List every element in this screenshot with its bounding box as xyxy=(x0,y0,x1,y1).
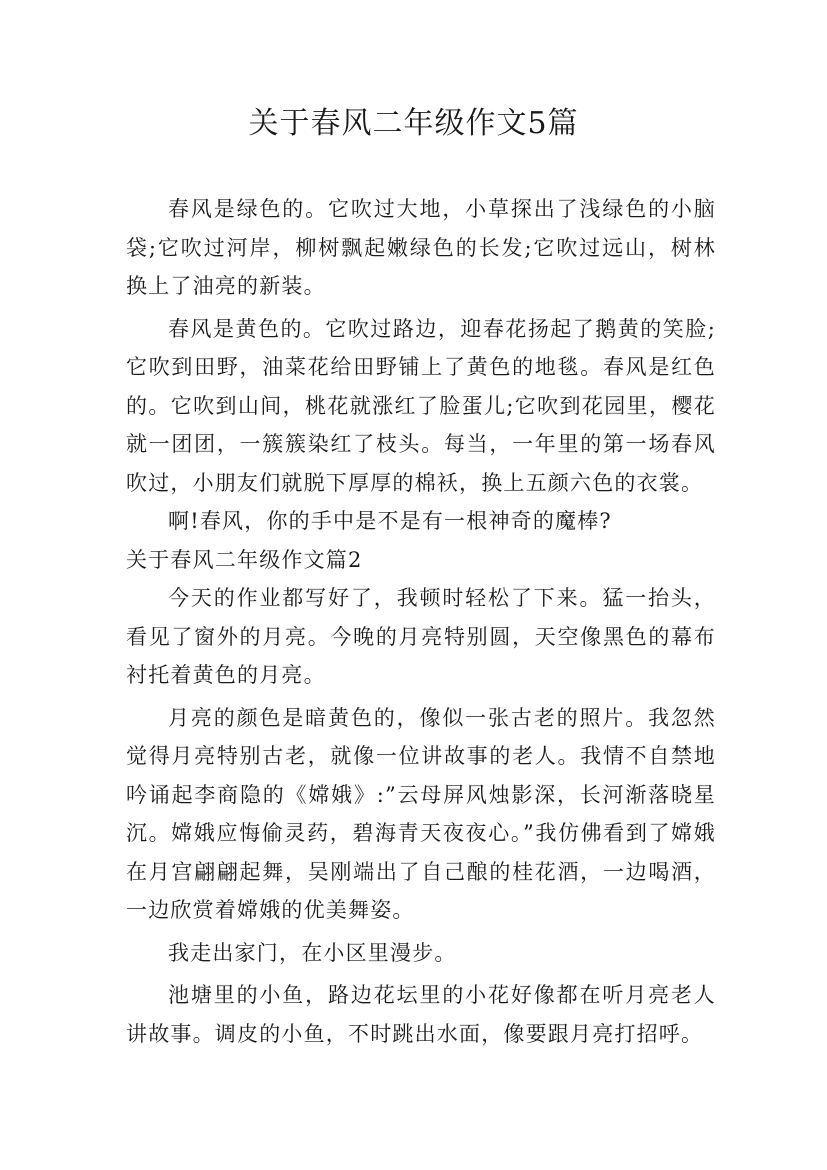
section-heading-2: 关于春风二年级作文篇2 xyxy=(126,547,363,572)
paragraph-1: 春风是绿色的。它吹过大地，小草探出了浅绿色的小脑袋;它吹过河岸，柳树飘起嫩绿色的长发;它吹过远山，树林换上了油亮的新装。 xyxy=(126,197,716,298)
paragraph-5: 月亮的颜色是暗黄色的，像似一张古老的照片。我忽然觉得月亮特别古老，就像一位讲故事的老人。我情不自禁地吟诵起李商隐的《嫦娥》:”云母屏风烛影深，长河渐落晓星沉。嫦娥应悔偷灵药，碧海青天夜夜心。”我仿佛看到了嫦娥在月宫翩翩起舞，吴刚端出了自己酿的桂花酒，一边喝酒，一边欣赏着嫦娥的优美舞姿。 xyxy=(126,705,716,922)
paragraph-2: 春风是黄色的。它吹过路边，迎春花扬起了鹅黄的笑脸;它吹到田野，油菜花给田野铺上了黄色的地毯。春风是红色的。它吹到山间，桃花就涨红了脸蛋儿;它吹到花园里，樱花就一团团，一簇簇染红了枝头。每当，一年里的第一场春风吹过，小朋友们就脱下厚厚的棉袄，换上五颜六色的衣裳。 xyxy=(126,316,716,495)
paragraph-7: 池塘里的小鱼，路边花坛里的小花好像都在听月亮老人讲故事。调皮的小鱼，不时跳出水面，像要跟月亮打招呼。 xyxy=(126,983,716,1046)
document-title: 关于春风二年级作文5篇 xyxy=(248,106,579,141)
paragraph-6: 我走出家门，在小区里漫步。 xyxy=(168,940,457,965)
document-body xyxy=(126,190,716,1053)
paragraph-4: 今天的作业都写好了，我顿时轻松了下来。猛一抬头，看见了窗外的月亮。今晚的月亮特别圆，天空像黑色的幕布衬托着黄色的月亮。 xyxy=(126,586,716,687)
paragraph-3: 啊!春风，你的手中是不是有一根神奇的魔棒? xyxy=(168,509,612,533)
